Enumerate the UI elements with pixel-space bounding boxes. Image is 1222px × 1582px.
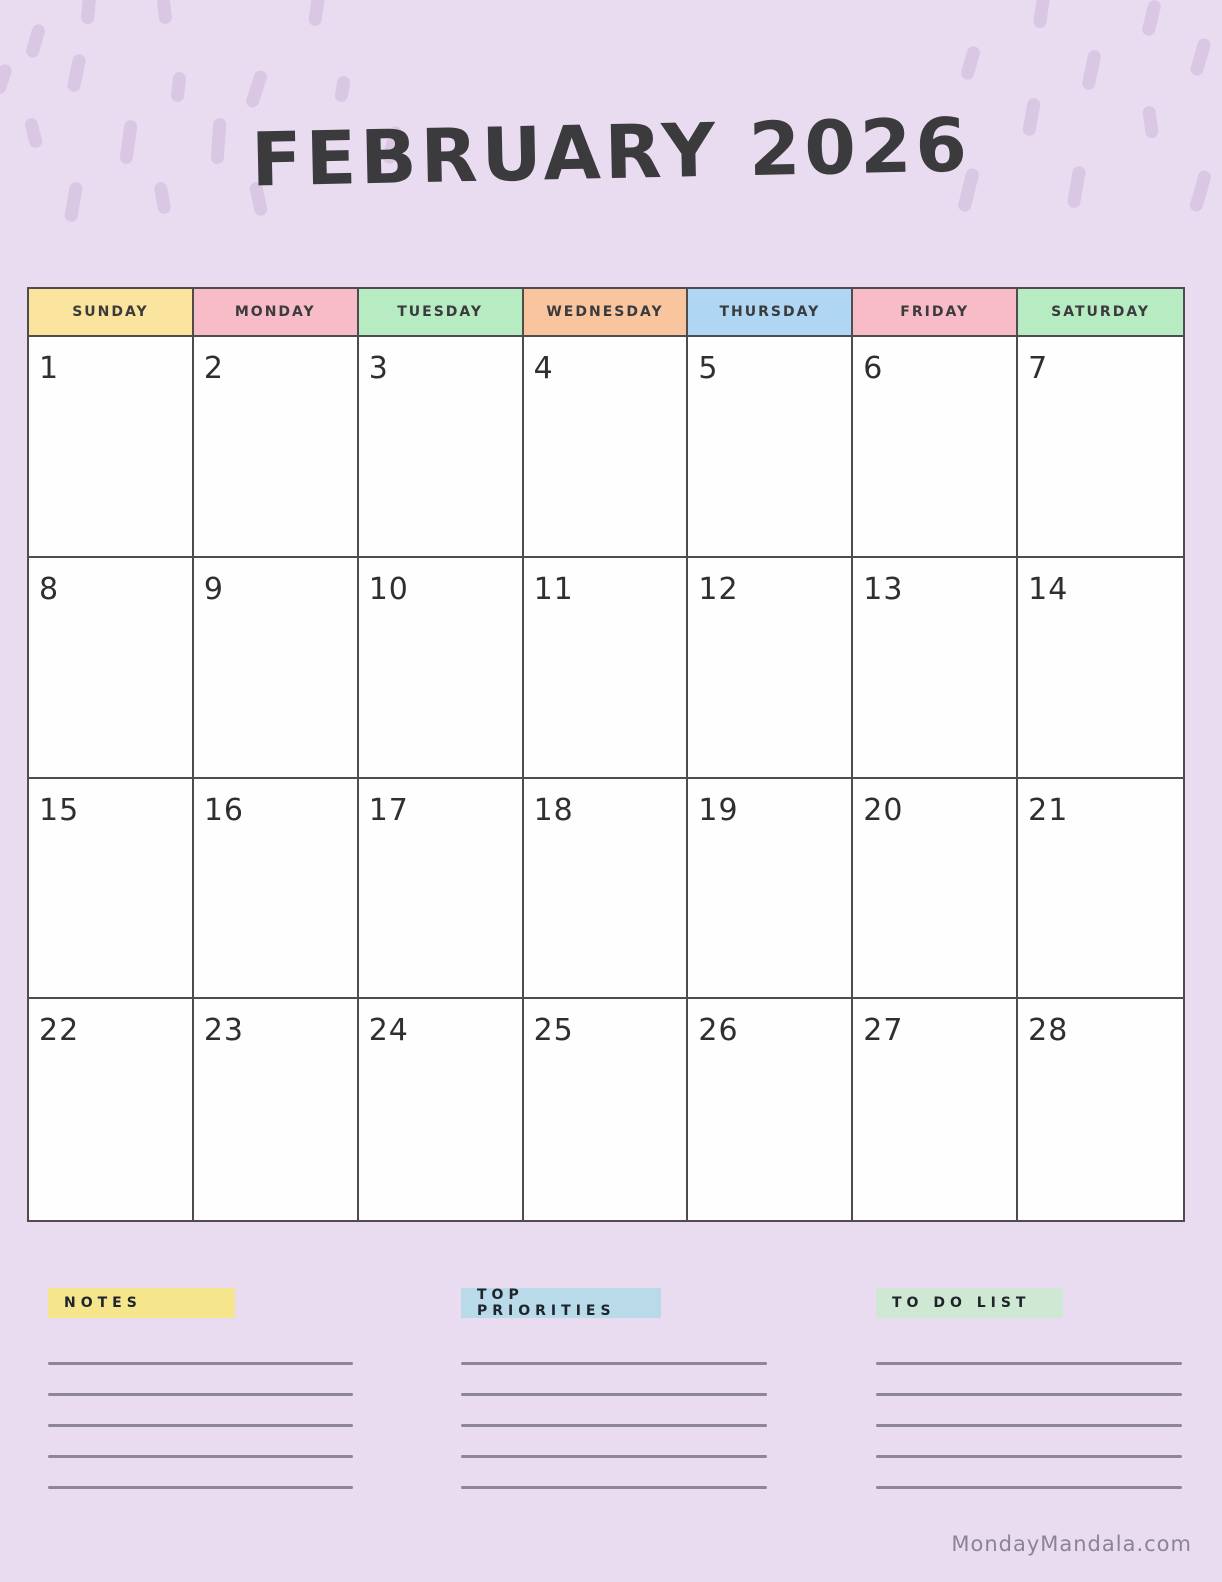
confetti-dash xyxy=(334,75,351,103)
day-cell-17: 17 xyxy=(359,779,524,1000)
day-cell-25: 25 xyxy=(524,999,689,1220)
day-cell-7: 7 xyxy=(1018,337,1183,558)
ruled-lines-notes xyxy=(48,1362,353,1489)
day-cell-6: 6 xyxy=(853,337,1018,558)
day-cell-26: 26 xyxy=(688,999,853,1220)
ruled-line xyxy=(48,1424,353,1427)
weekday-header-sunday: SUNDAY xyxy=(29,289,194,337)
ruled-line xyxy=(876,1362,1182,1365)
weekday-header-monday: MONDAY xyxy=(194,289,359,337)
ruled-line xyxy=(48,1455,353,1458)
confetti-dash xyxy=(81,0,97,25)
dates-grid xyxy=(29,337,1183,1220)
day-cell-13: 13 xyxy=(853,558,1018,779)
confetti-dash xyxy=(0,63,13,96)
confetti-dash xyxy=(25,23,47,59)
day-cell-19: 19 xyxy=(688,779,853,1000)
calendar-grid xyxy=(27,287,1185,1222)
ruled-lines-to-do-list xyxy=(876,1362,1182,1489)
weekday-header-tuesday: TUESDAY xyxy=(359,289,524,337)
page-title: FEBRUARY 2026 xyxy=(250,102,972,204)
day-cell-27: 27 xyxy=(853,999,1018,1220)
confetti-dash xyxy=(308,0,325,27)
ruled-line xyxy=(48,1486,353,1489)
ruled-line xyxy=(48,1362,353,1365)
section-to-do-list xyxy=(876,1288,1182,1517)
day-cell-15: 15 xyxy=(29,779,194,1000)
day-cell-2: 2 xyxy=(194,337,359,558)
weekday-header-friday: FRIDAY xyxy=(853,289,1018,337)
weekday-header-thursday: THURSDAY xyxy=(688,289,853,337)
ruled-line xyxy=(48,1393,353,1396)
bottom-sections xyxy=(0,1288,1222,1518)
section-label-to-do-list: TO DO LIST xyxy=(876,1288,1063,1318)
footer-credit: MondayMandala.com xyxy=(951,1532,1192,1556)
day-cell-12: 12 xyxy=(688,558,853,779)
day-cell-5: 5 xyxy=(688,337,853,558)
ruled-line xyxy=(876,1455,1182,1458)
confetti-dash xyxy=(1033,0,1051,29)
ruled-line xyxy=(876,1393,1182,1396)
day-cell-3: 3 xyxy=(359,337,524,558)
day-cell-8: 8 xyxy=(29,558,194,779)
ruled-lines-top-priorities xyxy=(461,1362,767,1489)
ruled-line xyxy=(461,1455,767,1458)
day-cell-4: 4 xyxy=(524,337,689,558)
day-cell-14: 14 xyxy=(1018,558,1183,779)
ruled-line xyxy=(876,1424,1182,1427)
day-cell-23: 23 xyxy=(194,999,359,1220)
section-top-priorities xyxy=(461,1288,767,1517)
weekday-header-row xyxy=(29,289,1183,337)
confetti-dash xyxy=(170,71,186,102)
day-cell-21: 21 xyxy=(1018,779,1183,1000)
confetti-dash xyxy=(1141,0,1162,37)
day-cell-20: 20 xyxy=(853,779,1018,1000)
confetti-dash xyxy=(157,0,173,25)
ruled-line xyxy=(461,1486,767,1489)
day-cell-22: 22 xyxy=(29,999,194,1220)
ruled-line xyxy=(461,1362,767,1365)
day-cell-28: 28 xyxy=(1018,999,1183,1220)
day-cell-9: 9 xyxy=(194,558,359,779)
day-cell-1: 1 xyxy=(29,337,194,558)
day-cell-24: 24 xyxy=(359,999,524,1220)
day-cell-16: 16 xyxy=(194,779,359,1000)
ruled-line xyxy=(876,1486,1182,1489)
ruled-line xyxy=(461,1424,767,1427)
weekday-header-saturday: SATURDAY xyxy=(1018,289,1183,337)
confetti-dash xyxy=(1081,49,1102,91)
section-notes xyxy=(48,1288,353,1517)
section-label-top-priorities: TOP PRIORITIES xyxy=(461,1288,661,1318)
day-cell-10: 10 xyxy=(359,558,524,779)
ruled-line xyxy=(461,1393,767,1396)
section-label-notes: NOTES xyxy=(48,1288,235,1318)
confetti-dash xyxy=(1189,37,1212,77)
day-cell-11: 11 xyxy=(524,558,689,779)
day-cell-18: 18 xyxy=(524,779,689,1000)
confetti-dash xyxy=(244,69,268,109)
confetti-dash xyxy=(66,53,87,93)
confetti-dash xyxy=(960,45,982,81)
weekday-header-wednesday: WEDNESDAY xyxy=(524,289,689,337)
